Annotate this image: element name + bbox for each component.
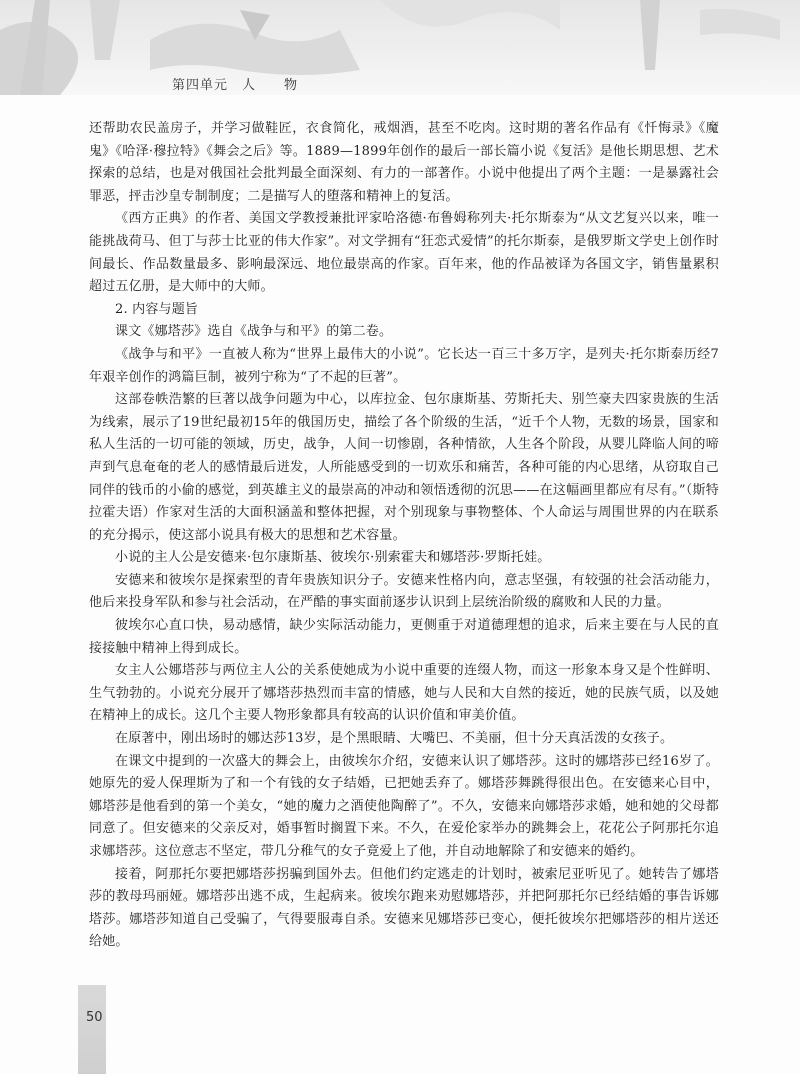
paragraph: 女主人公娜塔莎与两位主人公的关系使她成为小说中重要的连缀人物，而这一形象本身又是个性鲜明、生气勃勃的。小说充分展开了娜塔莎热烈而丰富的情感，她与人民和大自然的接近，她的民族气质，以及她在精神上的成长。这几个主要人物形象都具有较高的认识价值和审美价值。 bbox=[89, 663, 719, 724]
paragraph: 在课文中提到的一次盛大的舞会上，由彼埃尔介绍，安德来认识了娜塔莎。这时的娜塔莎已经16岁了。她原先的爱人保理斯为了和一个有钱的女子结婚，已把她丢弃了。娜塔莎舞跳得很出色。在安德来心目中，娜塔莎是他看到的第一个美女，“她的魔力之酒使他陶醉了”。不久，安德来向娜塔莎求婚，她和她的父母都同意了。但安德来的父亲反对，婚事暂时搁置下来。不久，在爱伦家举办的跳舞会上，花花公子阿那托尔追求娜塔莎。这位意志不坚定，带几分稚气的女子竟爱上了他，并自动地解除了和安德来的婚约。 bbox=[89, 753, 719, 859]
section-heading: 2. 内容与题旨 bbox=[115, 301, 199, 317]
page-margin-band bbox=[78, 985, 106, 1074]
paragraph: 小说的主人公是安德来·包尔康斯基、彼埃尔·别索霍夫和娜塔莎·罗斯托娃。 bbox=[115, 550, 551, 566]
paragraph: 彼埃尔心直口快，易动感情，缺少实际活动能力，更侧重于对道德理想的追求，后来主要在与人民的直接接触中精神上得到成长。 bbox=[89, 618, 719, 656]
paragraph: 课文《娜塔莎》选自《战争与和平》的第二卷。 bbox=[115, 324, 393, 340]
header-banner bbox=[0, 0, 800, 95]
paragraph: 接着，阿那托尔要把娜塔莎拐骗到国外去。但他们约定逃走的计划时，被索尼亚听见了。她转告了娜塔莎的教母玛丽娅。娜塔莎出逃不成，生起病来。彼埃尔跑来劝慰娜塔莎，并把阿那托尔已经结婚的事告诉娜塔莎。娜塔莎知道自己受骗了，气得要服毒自杀。安德来见娜塔莎已变心，便托彼埃尔把娜塔莎的相片送还给她。 bbox=[89, 866, 719, 950]
paragraph: 在原著中，刚出场时的娜达莎13岁，是个黑眼睛、大嘴巴、不美丽，但十分天真活泼的女孩子。 bbox=[115, 731, 674, 747]
page-number: 50 bbox=[86, 1010, 103, 1025]
header-illustration bbox=[0, 0, 800, 95]
paragraph: 还帮助农民盖房子，并学习做鞋匠，衣食简化，戒烟酒，甚至不吃肉。这时期的著名作品有《忏悔录》《魔鬼》《哈泽·穆拉特》《舞会之后》等。1889—1899年创作的最后一部长篇小说《复活》是他长期思想、艺术探索的总结，也是对俄国社会批判最全面深刻、有力的一部著作。小说中他提出了两个主题：一是暴露社会罪恶，抨击沙皇专制制度；二是描写人的堕落和精神上的复活。 bbox=[89, 121, 719, 204]
paragraph: 安德来和彼埃尔是探索型的青年贵族知识分子。安德来性格内向，意志坚强，有较强的社会活动能力，他后来投身军队和参与社会活动，在严酷的事实面前逐步认识到上层统治阶级的腐败和人民的力量。 bbox=[89, 572, 719, 611]
paragraph: 《战争与和平》一直被人称为“世界上最伟大的小说”。它长达一百三十多万字，是列夫·托尔斯泰历经7年艰辛创作的鸿篇巨制，被列宁称为“了不起的巨著”。 bbox=[89, 346, 719, 385]
paragraph: 《西方正典》的作者、美国文学教授兼批评家哈洛德·布鲁姆称列夫·托尔斯泰为“从文艺复兴以来，唯一能挑战荷马、但丁与莎士比亚的伟大作家”。对文学拥有“狂恋式爱情”的托尔斯泰，是俄罗斯文学史上创作时间最长、作品数量最多、影响最深远、地位最崇高的作家。百年来，他的作品被译为各国文字，销售量累积超过五亿册，是大师中的大师。 bbox=[89, 211, 719, 295]
main-text bbox=[89, 118, 719, 954]
unit-title: 第四单元 人 物 bbox=[172, 78, 299, 93]
paragraph: 这部卷帙浩繁的巨著以战争问题为中心，以库拉金、包尔康斯基、劳斯托夫、别竺豪夫四家贵族的生活为线索，展示了19世纪最初15年的俄国历史，描绘了各个阶级的生活，“近千个人物，无数的场景，国家和私人生活的一切可能的领域，历史，战争，人间一切惨剧，各种情欲，人生各个阶段，从婴儿降临人间的啼声到气息奄奄的老人的感情最后迸发，人所能感受到的一切欢乐和痛苦，各种可能的内心思绪，从窃取自己同伴的钱币的小偷的感觉，到英雄主义的最崇高的冲动和领悟透彻的沉思——在这幅画里都应有尽有。”（斯特拉霍夫语）作家对生活的大面积涵盖和整体把握，对个别现象与事物整体、个人命运与周围世界的内在联系的充分揭示，使这部小说具有极大的思想和艺术容量。 bbox=[89, 392, 719, 543]
